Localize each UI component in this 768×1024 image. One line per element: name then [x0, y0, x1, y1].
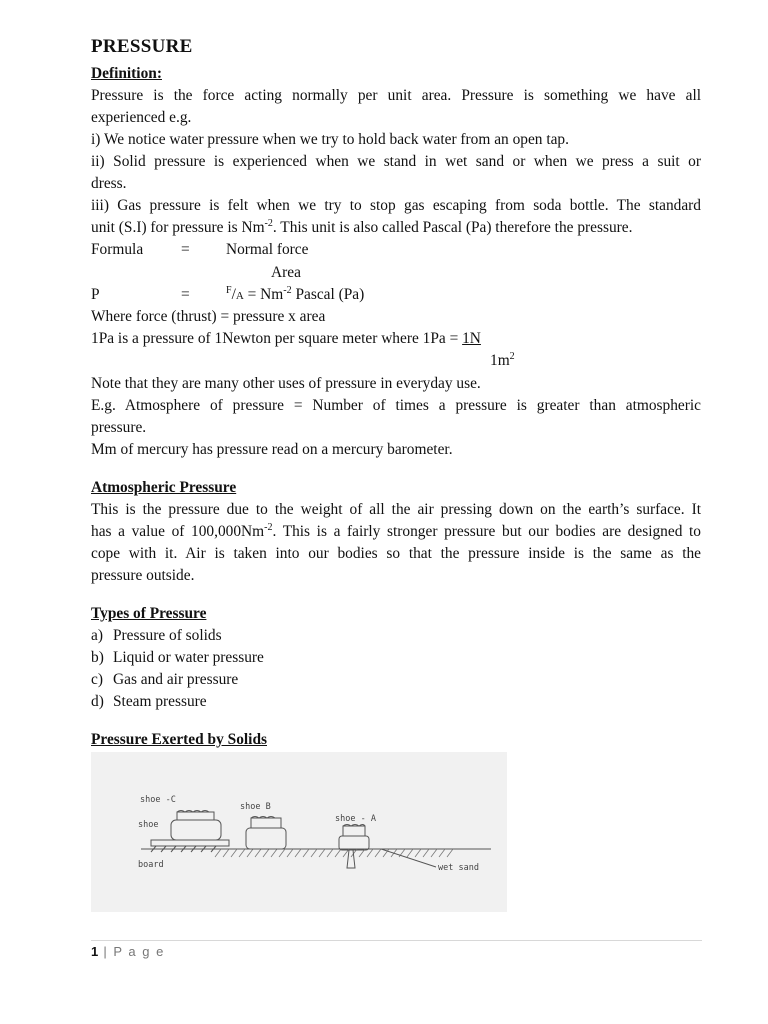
atm-line-3: cope with it. Air is taken into our bodies so that the pressure inside is the same as the: [91, 545, 701, 562]
p-label: P: [91, 286, 100, 303]
pa-denominator: $1m^2$: [490, 350, 515, 369]
diagram-lines: [141, 811, 491, 869]
example-iii-line-2: unit (S.I) for pressure is $Nm^{-2}$. This unit is also called Pascal (Pa) therefore the pressure.: [91, 217, 633, 236]
shoe-pressure-diagram: [91, 752, 507, 912]
p-formula: $^F/A = Nm^{-2}$ Pascal (Pa): [226, 284, 365, 303]
solids-heading: Pressure Exerted by Solids: [91, 731, 267, 748]
page-number: 1: [91, 944, 99, 959]
label-shoe-c: shoe -C: [140, 795, 176, 805]
page-title: PRESSURE: [91, 36, 193, 57]
definition-heading: Definition:: [91, 65, 162, 82]
footer-divider: [91, 940, 702, 941]
formula-numerator: Normal force: [226, 241, 309, 258]
page-footer: 1 | P a g e: [91, 944, 165, 959]
label-shoe-b: shoe B: [240, 802, 271, 812]
eg-line-2: pressure.: [91, 419, 147, 436]
type-item-d: d) Steam pressure: [91, 693, 207, 710]
type-item-a: a) Pressure of solids: [91, 627, 222, 644]
atmospheric-heading: Atmospheric Pressure: [91, 479, 237, 496]
example-iii-line-1: iii) Gas pressure is felt when we try to stop gas escaping from soda bottle. The standard: [91, 197, 701, 214]
mm-line: Mm of mercury has pressure read on a mercury barometer.: [91, 441, 453, 458]
label-shoe: shoe: [138, 820, 159, 830]
label-wet-sand: wet sand: [438, 863, 479, 873]
label-board: board: [138, 860, 164, 870]
example-i: i) We notice water pressure when we try to hold back water from an open tap.: [91, 131, 569, 148]
example-ii-line-2: dress.: [91, 175, 127, 192]
atm-line-2: has a value of $100,000Nm^{-2}$. This is a fairly stronger pressure but our bodies are designed to: [91, 521, 701, 540]
definition-line-2: experienced e.g.: [91, 109, 192, 126]
p-equals: =: [181, 286, 190, 303]
type-item-b: b) Liquid or water pressure: [91, 649, 264, 666]
eg-line-1: E.g. Atmosphere of pressure = Number of times a pressure is greater than atmospheric: [91, 397, 701, 414]
label-shoe-a: shoe - A: [335, 814, 376, 824]
atm-line-4: pressure outside.: [91, 567, 195, 584]
page-label: P a g e: [113, 944, 165, 959]
force-line: Where force (thrust) = pressure x area: [91, 308, 326, 325]
formula-equals: =: [181, 241, 190, 258]
pa-line: 1Pa is a pressure of 1Newton per square meter where 1Pa = 1N: [91, 330, 481, 347]
example-ii-line-1: ii) Solid pressure is experienced when we stand in wet sand or when we press a suit or: [91, 153, 701, 170]
types-heading: Types of Pressure: [91, 605, 207, 622]
type-item-c: c) Gas and air pressure: [91, 671, 239, 688]
definition-line-1: Pressure is the force acting normally per unit area. Pressure is something we have all: [91, 87, 701, 104]
atm-line-1: This is the pressure due to the weight of all the air pressing down on the earth’s surface. It: [91, 501, 701, 518]
formula-denominator: Area: [271, 264, 301, 281]
note-line: Note that they are many other uses of pressure in everyday use.: [91, 375, 481, 392]
formula-label: Formula: [91, 241, 144, 258]
